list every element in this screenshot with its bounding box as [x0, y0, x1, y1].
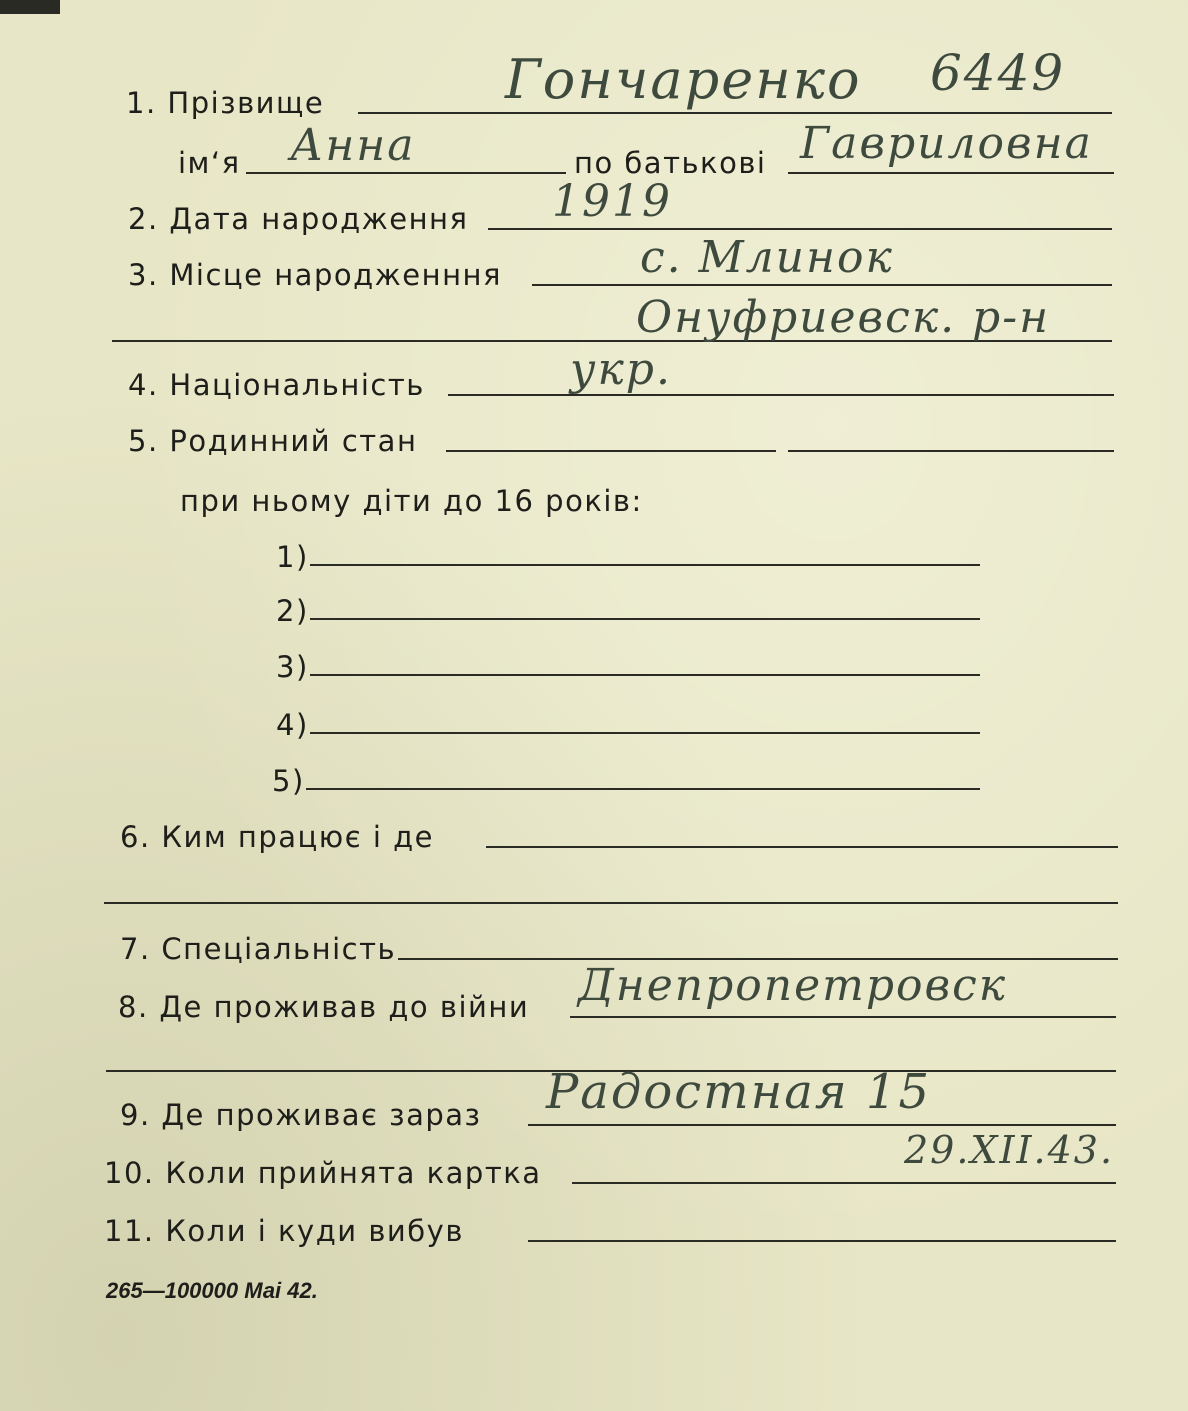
card-accepted-label: 10. Коли прийнята картка	[104, 1156, 542, 1190]
child-5-line	[306, 788, 980, 790]
child-4-label: 4)	[276, 708, 309, 742]
surname-line	[358, 112, 1112, 114]
card-corner	[0, 0, 60, 14]
current-residence-handwriting: Радостная 15	[546, 1064, 931, 1120]
family-status-line-1	[446, 450, 776, 452]
card-number-handwriting: 6449	[930, 44, 1066, 102]
birth-date-label: 2. Дата народження	[128, 202, 469, 236]
prewar-residence-label: 8. Де проживав до війни	[118, 990, 530, 1024]
child-5-label: 5)	[272, 764, 305, 798]
prewar-residence-handwriting: Днепропетровск	[578, 960, 1008, 1011]
patronymic-handwriting: Гавриловна	[800, 118, 1093, 169]
nationality-line	[448, 394, 1114, 396]
birth-place-line	[532, 284, 1112, 286]
name-line	[246, 172, 566, 174]
birth-place-label: 3. Місце народженння	[128, 258, 502, 292]
departed-line	[528, 1240, 1116, 1242]
name-label: ім‘я	[178, 146, 241, 180]
birth-date-line	[488, 228, 1112, 230]
child-2-label: 2)	[276, 594, 309, 628]
birth-place-handwriting-1: с. Млинок	[640, 232, 894, 283]
child-1-label: 1)	[276, 540, 309, 574]
card-accepted-handwriting: 29.XII.43.	[904, 1128, 1115, 1172]
work-line-2	[104, 902, 1118, 904]
current-residence-line	[528, 1124, 1116, 1126]
surname-label: 1. Прізвище	[126, 86, 325, 120]
family-status-label: 5. Родинний стан	[128, 424, 418, 458]
nationality-label: 4. Національність	[128, 368, 425, 402]
birth-place-handwriting-2: Онуфриевск. р-н	[636, 292, 1051, 343]
print-footer: 265—100000 Маі 42.	[106, 1278, 318, 1303]
child-1-line	[310, 564, 980, 566]
departed-label: 11. Коли і куди вибув	[104, 1214, 464, 1248]
prewar-residence-line	[570, 1016, 1116, 1018]
family-status-line-2	[788, 450, 1114, 452]
patronymic-label: по батькові	[574, 146, 767, 180]
patronymic-line	[788, 172, 1114, 174]
child-3-label: 3)	[276, 650, 309, 684]
name-handwriting: Анна	[290, 120, 416, 171]
child-4-line	[310, 732, 980, 734]
specialty-label: 7. Спеціальність	[120, 932, 397, 966]
child-2-line	[310, 618, 980, 620]
birth-year-handwriting: 1919	[552, 176, 672, 227]
children-label: при ньому діти до 16 років:	[180, 484, 643, 518]
child-3-line	[310, 674, 980, 676]
surname-handwriting: Гончаренко	[505, 48, 862, 111]
work-line-1	[486, 846, 1118, 848]
card-accepted-line	[572, 1182, 1116, 1184]
work-label: 6. Ким працює і де	[120, 820, 435, 854]
current-residence-label: 9. Де проживає зараз	[120, 1098, 482, 1132]
nationality-handwriting: укр.	[570, 344, 672, 395]
